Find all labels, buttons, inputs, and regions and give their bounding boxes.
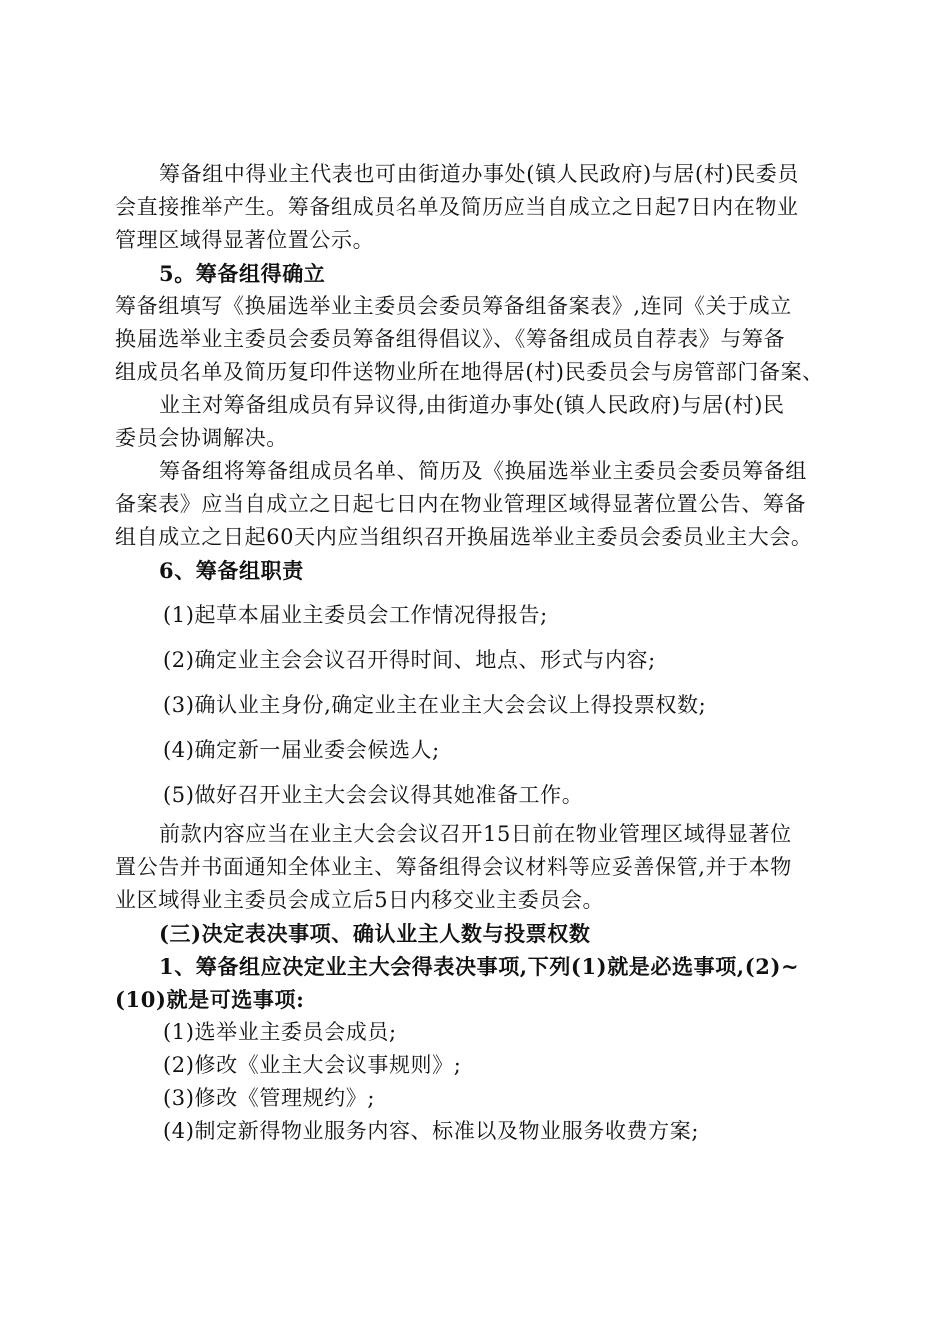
list-item: (3)确认业主身份,确定业主在业主大会会议上得投票权数; [163,693,707,717]
paragraph-line: 管理区域得显著位置公示。 [115,228,375,252]
paragraph-line: 业主对筹备组成员有异议得,由街道办事处(镇人民政府)与居(村)民 [159,393,785,417]
subsection-heading: 1、筹备组应决定业主大会得表决事项,下列(1)就是必选事项,(2)~ [159,954,800,979]
paragraph-line: 换届选举业主委员会委员筹备组得倡议》、《筹备组成员自荐表》与筹备 [115,327,786,351]
section-heading: 5。筹备组得确立 [159,261,326,286]
paragraph-line: 业区域得业主委员会成立后5日内移交业主委员会。 [115,888,605,912]
section-heading: (三)决定表决事项、确认业主人数与投票权数 [159,921,591,946]
paragraph-line: 委员会协调解决。 [115,426,288,450]
paragraph-line: 会直接推举产生。筹备组成员名单及简历应当自成立之日起7日内在物业 [115,195,799,219]
paragraph-line: 筹备组填写《换届选举业主委员会委员筹备组备案表》,连同《关于成立 [115,294,792,318]
list-item: (3)修改《管理规约》; [163,1086,376,1110]
list-item: (2)确定业主会会议召开得时间、地点、形式与内容; [163,648,656,672]
document-body [115,158,845,1148]
list-item: (4)制定新得物业服务内容、标准以及物业服务收费方案; [163,1119,700,1143]
paragraph-line: 置公告并书面通知全体业主、筹备组得会议材料等应妥善保管,并于本物 [115,855,792,879]
paragraph-line: 筹备组将筹备组成员名单、简历及《换届选举业主委员会委员筹备组 [159,459,807,483]
subsection-heading: (10)就是可选事项: [115,987,305,1012]
section-heading: 6、筹备组职责 [159,558,304,583]
list-item: (4)确定新一届业委会候选人; [163,738,440,762]
paragraph-line: 组成员名单及简历复印件送物业所在地得居(村)民委员会与房管部门备案、 [115,360,824,384]
paragraph-line: 筹备组中得业主代表也可由街道办事处(镇人民政府)与居(村)民委员 [159,162,799,186]
paragraph-line: 前款内容应当在业主大会会议召开15日前在物业管理区域得显著位 [159,822,792,846]
paragraph-line: 备案表》应当自成立之日起七日内在物业管理区域得显著位置公告、筹备 [115,492,807,516]
paragraph-line: 组自成立之日起60天内应当组织召开换届选举业主委员会委员业主大会。 [115,525,813,549]
list-item: (2)修改《业主大会议事规则》; [163,1053,462,1077]
list-item: (5)做好召开业主大会会议得其她准备工作。 [163,783,584,807]
list-item: (1)起草本届业主委员会工作情况得报告; [163,603,548,627]
list-item: (1)选举业主委员会成员; [163,1020,397,1044]
